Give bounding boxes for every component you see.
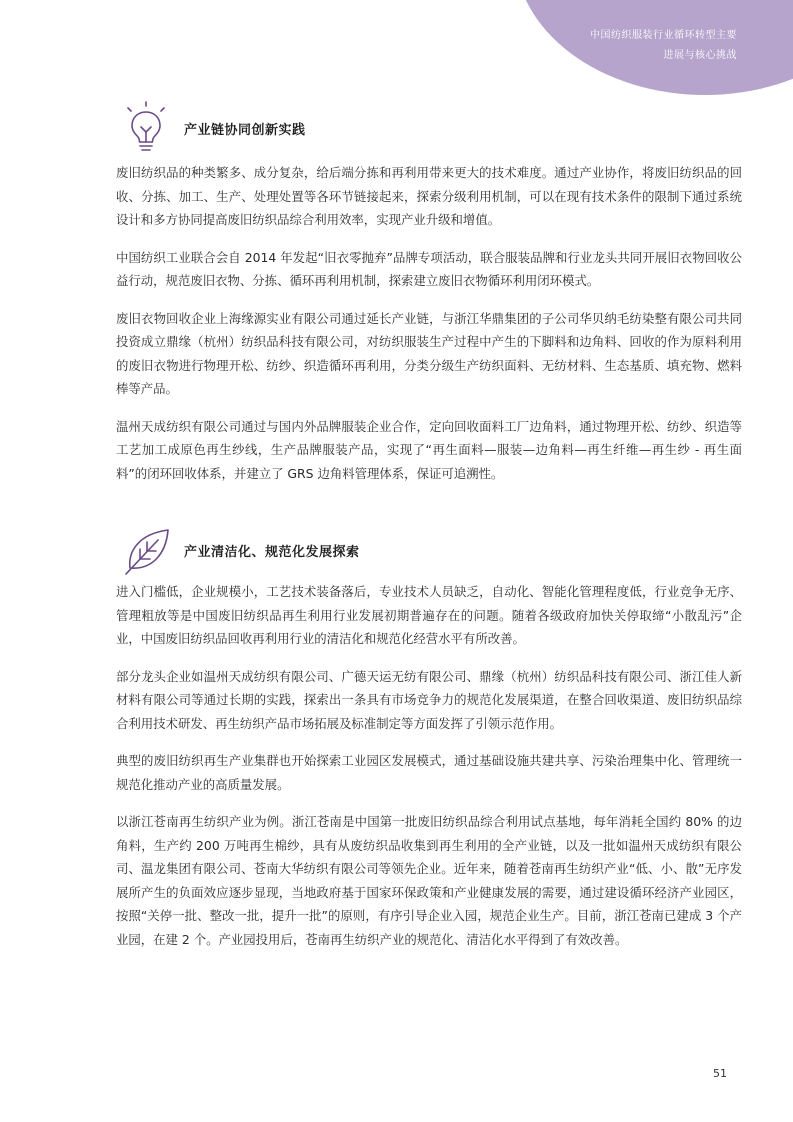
paragraph: 部分龙头企业如温州天成纺织有限公司、广德天运无纺有限公司、鼎缘（杭州）纺织品科技有限公司、浙江佳人新材料有限公司等通过长期的实践，探索出一条具有市场竞争力的规范化发展渠道，在整合回收渠道、废旧纺织品综合利用技术研发、再生纺织产品市场拓展及标准制定等方面发挥了引领示范作用。 (116, 668, 742, 731)
paragraph: 废旧纺织品的种类繁多、成分复杂，给后端分拣和再利用带来更大的技术难度。通过产业协作，将废旧纺织品的回收、分拣、加工、生产、处理处置等各环节链接起来，探索分级利用机制，可以在现有技术条件的限制下通过系统设计和多方协同提高废旧纺织品综合利用效率，实现产业升级和增值。 (116, 165, 742, 227)
section-heading-industry-chain (118, 98, 306, 158)
page-number: 51 (713, 1067, 727, 1080)
lightbulb-icon (118, 100, 174, 156)
paragraph: 中国纺织工业联合会自 2014 年发起“旧衣零抛弃”品牌专项活动，联合服装品牌和行业龙头共同开展旧衣物回收公益行动，规范废旧衣物、分拣、循环再利用机制，探索建立废旧衣物循环利用闭环模式。 (116, 249, 742, 288)
paragraph: 典型的废旧纺织再生产业集群也开始探索工业园区发展模式，通过基础设施共建共享、污染治理集中化、管理统一规范化推动产业的高质量发展。 (116, 753, 742, 792)
running-header (590, 26, 737, 66)
running-header-line-1: 中国纺织服装行业循环转型主要 (590, 30, 737, 41)
paragraph: 进入门槛低，企业规模小，工艺技术装备落后，专业技术人员缺乏，自动化、智能化管理程度低，行业竞争无序、管理粗放等是中国废旧纺织品再生利用行业发展初期普遍存在的问题。随着各级政府加快关停取缔“小散乱污”企业，中国废旧纺织品回收再利用行业的清洁化和规范化经营水平有所改善。 (116, 584, 742, 646)
section-heading-clean-production (118, 520, 360, 580)
section-body-industry-chain (116, 161, 742, 499)
paragraph: 以浙江苍南再生纺织产业为例。浙江苍南是中国第一批废旧纺织品综合利用试点基地，每年消耗全国约 80% 的边角料，生产约 200 万吨再生棉纱，具有从废纺织品收集到再生利用的全产业链，以及一批如温州天成纺织有限公司、温龙集团有限公司、苍南大华纺织有限公司等领先企业。近年来，随着苍南再生纺织产业“低、小、散”无序发展所产生的负面效应逐步显现，当地政府基于国家环保政策和产业健康发展的需要，通过建设循环经济产业园区，按照“关停一批、整改一批，提升一批”的原则，有序引导企业入园，规范企业生产。目前，浙江苍南已建成 3 个产业园，在建 2 个。产业园投用后，苍南再生纺织产业的规范化、清洁化水平得到了有效改善。 (116, 814, 742, 947)
paragraph: 温州天成纺织有限公司通过与国内外品牌服装企业合作，定向回收面料工厂边角料，通过物理开松、纺纱、织造等工艺加工成原色再生纱线，生产品牌服装产品，实现了“再生面料—服装—边角料—再生纤维—再生纱 - 再生面料”的闭环回收体系，并建立了 GRS 边角料管理体系，保证可追溯性。 (116, 418, 742, 481)
section-title: 产业清洁化、规范化发展探索 (184, 544, 360, 560)
leaf-icon (118, 522, 174, 578)
paragraph: 废旧衣物回收企业上海缘源实业有限公司通过延长产业链，与浙江华鼎集团的子公司华贝纳毛纺染整有限公司共同投资成立鼎缘（杭州）纺织品科技有限公司，对纺织服装生产过程中产生的下脚料和边角料、回收的作为原料利用的废旧衣物进行物理开松、纺纱、织造循环再利用，分类分级生产纺织面料、无纺材料、生态基质、填充物、燃料棒等产品。 (116, 310, 742, 396)
running-header-line-2: 进展与核心挑战 (663, 50, 737, 61)
section-body-clean-production (116, 580, 742, 965)
section-title: 产业链协同创新实践 (184, 122, 306, 138)
